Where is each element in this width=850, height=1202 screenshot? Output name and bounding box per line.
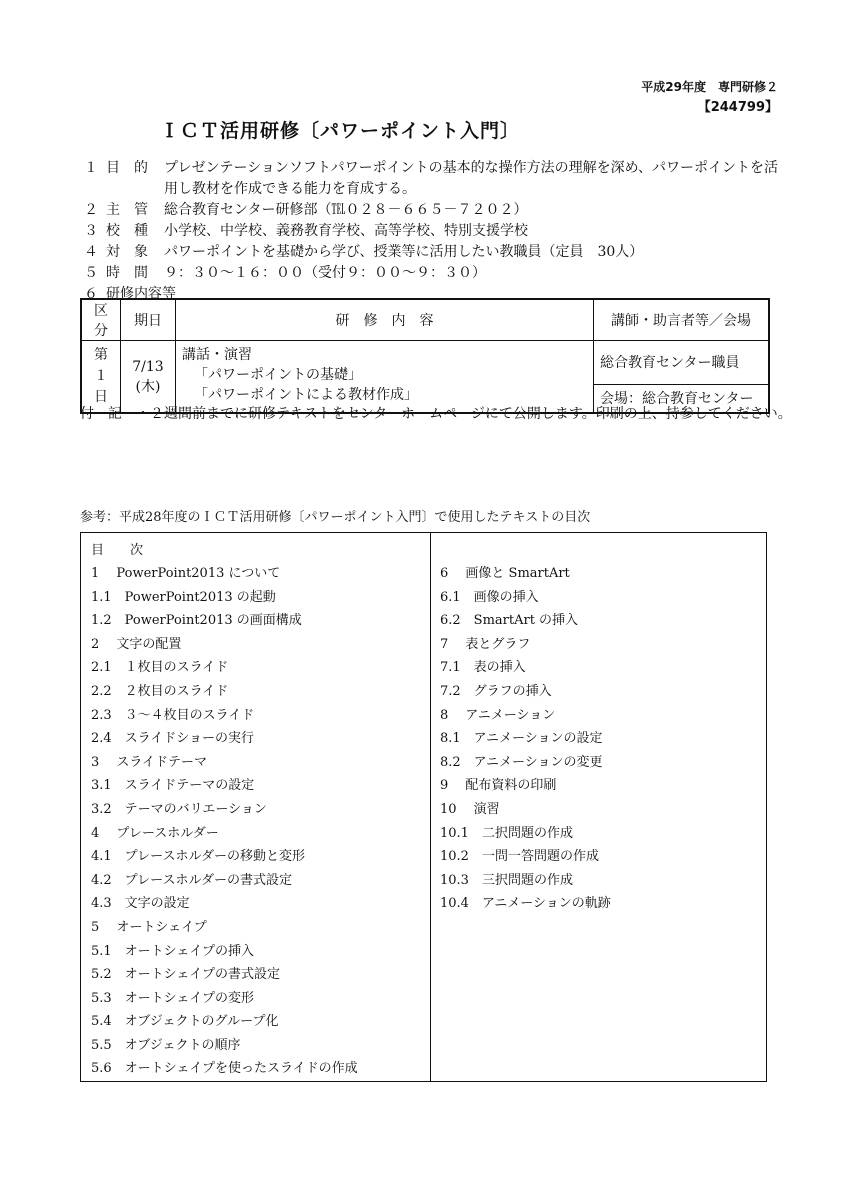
toc-item: 6.1 画像の挿入 <box>440 589 539 605</box>
toc-item: 9 配布資料の印刷 <box>440 778 557 794</box>
info-label: 対 象 <box>106 244 148 260</box>
toc-item: 2 文字の配置 <box>91 636 182 652</box>
info-number: ６ <box>84 286 98 302</box>
toc-box <box>80 532 767 1082</box>
info-label: 主 管 <box>106 202 148 218</box>
day-cell: 第 １ 日 <box>81 341 121 414</box>
header-instructor: 講師・助言者等／会場 <box>594 299 770 341</box>
instructor-cell: 総合教育センター職員 <box>594 341 770 385</box>
venue-cell: 会場：総合教育センター <box>594 384 770 413</box>
info-label: 研修内容等 <box>106 286 176 302</box>
info-label: 校 種 <box>106 223 148 239</box>
toc-item: 10.3 三択問題の作成 <box>440 872 573 888</box>
info-number: ２ <box>84 202 98 218</box>
info-value-cont: 用し教材を作成できる能力を育成する。 <box>164 181 416 197</box>
toc-heading: 目 次 <box>91 543 144 558</box>
info-value: 総合教育センター研修部（℡０２８－６６５－７２０２） <box>164 202 528 218</box>
toc-item: 1.1 PowerPoint2013 の起動 <box>91 589 276 605</box>
schedule-row <box>81 341 769 385</box>
date-cell: 7/13 (木) <box>121 341 176 414</box>
schedule-header-row <box>81 299 769 341</box>
toc-item: 4.1 プレースホルダーの移動と変形 <box>91 849 305 865</box>
toc-item: 6.2 SmartArt の挿入 <box>440 613 579 629</box>
info-purpose-cont <box>84 179 774 200</box>
header-date: 期日 <box>121 299 176 341</box>
toc-item: 5.4 オブジェクトのグループ化 <box>91 1014 279 1030</box>
toc-item: 4.2 プレースホルダーの書式設定 <box>91 872 292 888</box>
info-time <box>84 263 774 284</box>
course-category: 平成29年度 専門研修２ <box>641 80 778 94</box>
toc-item: 3.1 スライドテーマの設定 <box>91 778 255 794</box>
toc-item: 10.4 アニメーションの軌跡 <box>440 896 611 912</box>
toc-item: 10.2 一問一答問題の作成 <box>440 849 599 865</box>
toc-item: 10 演習 <box>440 801 500 817</box>
toc-right-list <box>440 562 611 916</box>
toc-item: 5.6 オートシェイプを使ったスライドの作成 <box>91 1061 358 1077</box>
info-value: 小学校、中学校、義務教育学校、高等学校、特別支援学校 <box>164 223 528 239</box>
info-school-type <box>84 221 774 242</box>
toc-item: 2.1 １枚目のスライド <box>91 660 229 676</box>
info-value: プレゼンテーションソフトパワーポイントの基本的な操作方法の理解を深め、パワーポイントを活 <box>164 160 779 176</box>
toc-item: 3.2 テーマのバリエーション <box>91 801 267 817</box>
schedule-table <box>80 298 770 414</box>
toc-item: 6 画像と SmartArt <box>440 566 570 581</box>
toc-item: 5.5 オブジェクトの順序 <box>91 1037 241 1053</box>
toc-item: 3 スライドテーマ <box>91 754 208 770</box>
toc-item: 2.3 ３～４枚目のスライド <box>91 707 255 723</box>
info-organizer <box>84 200 774 221</box>
toc-left-column <box>81 533 431 1081</box>
note: 付 記 ・２週間前までに研修テキストをセンターホームページにて公開します。印刷の上、持参してください。 <box>80 406 792 422</box>
toc-item: 5.2 オートシェイプの書式設定 <box>91 967 281 983</box>
info-number: ３ <box>84 223 98 239</box>
toc-item: 5 オートシェイプ <box>91 919 207 935</box>
toc-item: 2.2 ２枚目のスライド <box>91 683 229 699</box>
info-value: パワーポイントを基礎から学び、授業等に活用したい教職員（定員 30人） <box>164 244 644 260</box>
content-cell: 講話・演習 「パワーポイントの基礎」 「パワーポイントによる教材作成」 <box>176 341 594 414</box>
reference-title: 参考：平成28年度のＩＣＴ活用研修〔パワーポイント入門〕で使用したテキストの目次 <box>80 510 591 525</box>
info-target <box>84 242 774 263</box>
toc-item: 8.1 アニメーションの設定 <box>440 731 603 747</box>
toc-item: 10.1 二択問題の作成 <box>440 825 573 841</box>
course-info <box>84 158 779 305</box>
toc-item: 4 プレースホルダー <box>91 825 219 841</box>
toc-item: 5.1 オートシェイプの挿入 <box>91 943 255 959</box>
toc-item: 8.2 アニメーションの変更 <box>440 754 603 770</box>
toc-item: 1.2 PowerPoint2013 の画面構成 <box>91 613 302 629</box>
info-number: １ <box>84 160 98 176</box>
toc-item: 8 アニメーション <box>440 707 556 723</box>
toc-item: 7.1 表の挿入 <box>440 660 526 676</box>
page-title: ＩＣＴ活用研修〔パワーポイント入門〕 <box>160 120 521 142</box>
info-value: ９：３０～１６：００（受付９：００～９：３０） <box>164 265 486 281</box>
header-category: 区分 <box>81 299 121 341</box>
toc-item: 7.2 グラフの挿入 <box>440 683 552 699</box>
info-label: 時 間 <box>106 265 148 281</box>
toc-left-list <box>91 562 358 1081</box>
info-purpose <box>84 158 779 179</box>
header-content: 研 修 内 容 <box>176 299 594 341</box>
info-number: ５ <box>84 265 98 281</box>
toc-item: 5.3 オートシェイプの変形 <box>91 990 255 1006</box>
toc-item: 2.4 スライドショーの実行 <box>91 731 255 747</box>
course-code: 【244799】 <box>697 100 778 115</box>
info-label: 目 的 <box>106 160 148 176</box>
toc-item: 1 PowerPoint2013 について <box>91 566 281 581</box>
toc-right-column <box>431 533 766 1081</box>
toc-item: 4.3 文字の設定 <box>91 896 190 912</box>
info-number: ４ <box>84 244 98 260</box>
toc-item: 7 表とグラフ <box>440 636 531 652</box>
